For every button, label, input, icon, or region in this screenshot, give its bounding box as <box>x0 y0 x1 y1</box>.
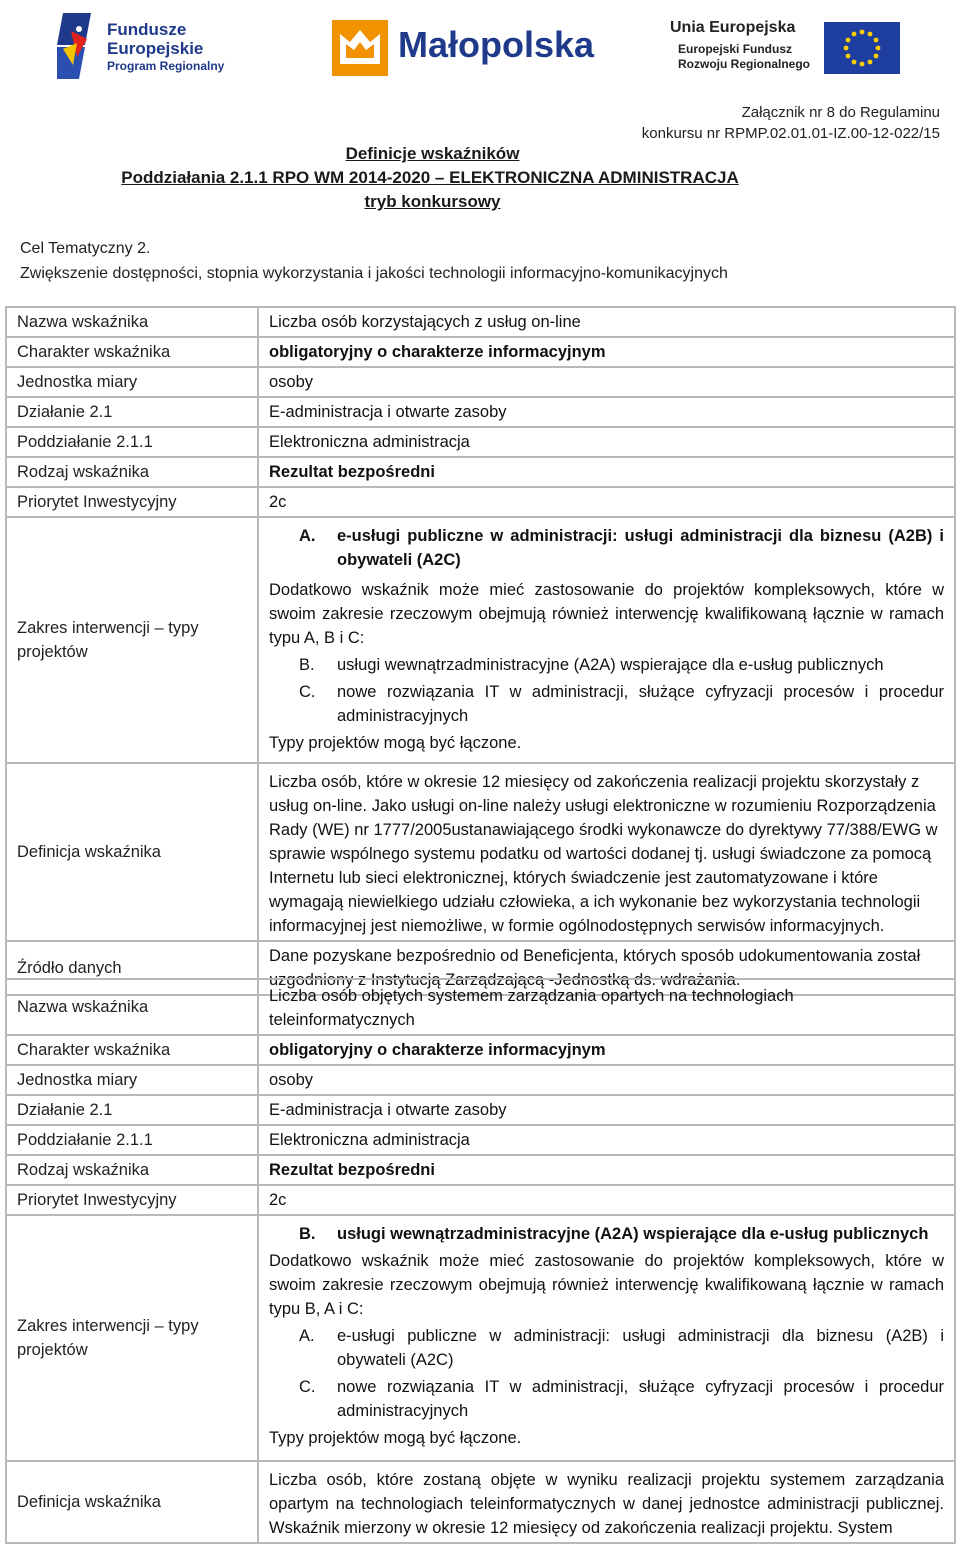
label-zakres: Zakres interwencji – typy projektów <box>6 1215 258 1461</box>
table-row <box>6 1215 955 1461</box>
table-row <box>6 487 955 517</box>
label-dzialanie: Działanie 2.1 <box>6 397 258 427</box>
list-marker: C. <box>299 1378 316 1396</box>
value-zrodlo: Dane pozyskane bezpośrednio od Beneficjenta, których sposób udokumentowania został uzgodniony z Instytucją Zarządzającą -Jednostką ds. wdrażania. <box>258 941 955 995</box>
table-row <box>6 979 955 1035</box>
table-row <box>6 307 955 337</box>
zakres-footer: Typy projektów mogą być łączone. <box>269 734 522 752</box>
document-title <box>0 142 960 214</box>
value-poddzialanie: Elektroniczna administracja <box>258 427 955 457</box>
title-line1: Definicje wskaźników <box>345 144 520 163</box>
list-item <box>269 1324 944 1372</box>
table-row <box>6 517 955 763</box>
annex-line2: konkursu nr RPMP.02.01.01-IZ.00-12-022/15 <box>641 125 940 142</box>
label-definicja: Definicja wskaźnika <box>6 1461 258 1543</box>
label-poddzialanie: Poddziałanie 2.1.1 <box>6 427 258 457</box>
label-definicja: Definicja wskaźnika <box>6 763 258 941</box>
logo-fe-line3: Program Regionalny <box>107 59 225 73</box>
label-jednostka: Jednostka miary <box>6 1065 258 1095</box>
value-priorytet: 2c <box>258 487 955 517</box>
annex-line1: Załącznik nr 8 do Regulaminu <box>741 104 940 121</box>
list-item <box>269 524 944 572</box>
value-charakter: obligatoryjny o charakterze informacyjnym <box>258 1035 955 1065</box>
label-priorytet: Priorytet Inwestycyjny <box>6 487 258 517</box>
value-definicja: Liczba osób, które w okresie 12 miesięcy od zakończenia realizacji projektu skorzystały z usług on-line. Jako usługi on-line należy usługi elektroniczne w rozumieniu Rozporządzenia Rady (WE) nr 1777/2005ustanawiającego środki wykonawcze do dyrektywy 77/388/EWG w sprawie wspólnego systemu podatku od wartości dodanej tj. usługi świadczone za pomocą Internetu lub sieci elektronicznej, których świadczenie jest zautomatyzowane i które wymagają niewielkiego udziału człowieka, a ich wykonanie bez wykorzystania technologii informacyjnej jest niemożliwe, w formie ogólnodostępnych serwisów informacyjnych. <box>258 763 955 941</box>
value-rodzaj: Rezultat bezpośredni <box>258 1155 955 1185</box>
logo-fe-line2: Europejskie <box>107 39 204 58</box>
list-marker: A. <box>299 527 316 545</box>
label-priorytet: Priorytet Inwestycyjny <box>6 1185 258 1215</box>
table-row <box>6 1095 955 1125</box>
list-text: usługi wewnątrzadministracyjne (A2A) wspierające dla e-usług publicznych <box>337 1225 929 1243</box>
table-row <box>6 1185 955 1215</box>
label-poddzialanie: Poddziałanie 2.1.1 <box>6 1125 258 1155</box>
list-item <box>269 653 944 677</box>
fundusze-europejskie-logo <box>57 9 257 83</box>
value-zakres <box>258 517 955 763</box>
table-row <box>6 337 955 367</box>
label-zrodlo: Źródło danych <box>6 941 258 995</box>
value-jednostka: osoby <box>258 1065 955 1095</box>
list-item <box>269 1375 944 1423</box>
label-rodzaj: Rodzaj wskaźnika <box>6 457 258 487</box>
table-row <box>6 1125 955 1155</box>
list-marker: A. <box>299 1327 315 1345</box>
logo-ue-line2: Europejski Fundusz <box>678 42 793 56</box>
list-text: usługi wewnątrzadministracyjne (A2A) wspierające dla e-usług publicznych <box>337 656 884 674</box>
table-row <box>6 1065 955 1095</box>
zakres-footer: Typy projektów mogą być łączone. <box>269 1429 522 1447</box>
value-definicja: Liczba osób, które zostaną objęte w wyniku realizacji projektu systemem zarządzania opartym na technologiach teleinformatycznych w danej jednostce administracji publicznej. Wskaźnik mierzony w okresie 12 miesięcy od zakończenia realizacji projektu. System <box>258 1461 955 1543</box>
goal-line2: Zwiększenie dostępności, stopnia wykorzystania i jakości technologii informacyjno-komunikacyjnych <box>20 265 728 282</box>
logo-ue-line1: Unia Europejska <box>670 19 796 36</box>
indicator-table-1 <box>5 306 956 996</box>
unia-europejska-logo <box>670 18 910 78</box>
label-nazwa: Nazwa wskaźnika <box>6 307 258 337</box>
logo-ue-line3: Rozwoju Regionalnego <box>678 57 810 71</box>
label-nazwa: Nazwa wskaźnika <box>6 979 258 1035</box>
logo-fe-line1: Fundusze <box>107 20 187 39</box>
table-row <box>6 397 955 427</box>
table-row <box>6 1155 955 1185</box>
logo-mp-text: Małopolska <box>398 24 595 65</box>
list-text: nowe rozwiązania IT w administracji, służące cyfryzacji procesów i procedur administracyjnych <box>337 683 944 725</box>
value-rodzaj: Rezultat bezpośredni <box>258 457 955 487</box>
label-dzialanie: Działanie 2.1 <box>6 1095 258 1125</box>
malopolska-logo <box>332 18 595 78</box>
list-item <box>269 1222 944 1246</box>
label-zakres: Zakres interwencji – typy projektów <box>6 517 258 763</box>
list-text: e-usługi publiczne w administracji: usługi administracji dla biznesu (A2B) i obywateli (A2C) <box>337 1327 944 1369</box>
value-jednostka: osoby <box>258 367 955 397</box>
table-row <box>6 1461 955 1543</box>
annex-note <box>642 102 940 144</box>
eu-flag-icon <box>824 22 900 74</box>
table-row <box>6 763 955 941</box>
label-rodzaj: Rodzaj wskaźnika <box>6 1155 258 1185</box>
value-zakres <box>258 1215 955 1461</box>
list-marker: B. <box>299 1225 316 1243</box>
value-priorytet: 2c <box>258 1185 955 1215</box>
list-text: e-usługi publiczne w administracji: usługi administracji dla biznesu (A2B) i obywateli (A2C) <box>337 527 944 569</box>
indicator-table-2 <box>5 978 956 1544</box>
list-marker: C. <box>299 683 316 701</box>
list-item <box>269 680 944 728</box>
value-nazwa: Liczba osób objętych systemem zarządzania opartych na technologiach teleinformatycznych <box>258 979 955 1035</box>
value-nazwa: Liczba osób korzystających z usług on-line <box>258 307 955 337</box>
table-row <box>6 367 955 397</box>
value-dzialanie: E-administracja i otwarte zasoby <box>258 397 955 427</box>
value-dzialanie: E-administracja i otwarte zasoby <box>258 1095 955 1125</box>
list-text: nowe rozwiązania IT w administracji, służące cyfryzacji procesów i procedur administracyjnych <box>337 1378 944 1420</box>
label-jednostka: Jednostka miary <box>6 367 258 397</box>
table-row <box>6 457 955 487</box>
value-poddzialanie: Elektroniczna administracja <box>258 1125 955 1155</box>
title-line2: Poddziałania 2.1.1 RPO WM 2014-2020 – ELEKTRONICZNA ADMINISTRACJA <box>121 168 739 187</box>
label-charakter: Charakter wskaźnika <box>6 337 258 367</box>
zakres-extra: Dodatkowo wskaźnik może mieć zastosowanie do projektów kompleksowych, które w swoim zakresie rzeczowym obejmują również interwencję kwalifikowaną łącznie w ramach typu A, B i C: <box>269 581 944 647</box>
title-line3: tryb konkursowy <box>364 192 501 211</box>
list-marker: B. <box>299 656 315 674</box>
goal-line1: Cel Tematyczny 2. <box>20 240 151 257</box>
header-logos <box>0 0 960 90</box>
table-row <box>6 427 955 457</box>
table-row <box>6 1035 955 1065</box>
label-charakter: Charakter wskaźnika <box>6 1035 258 1065</box>
value-charakter: obligatoryjny o charakterze informacyjnym <box>258 337 955 367</box>
thematic-goal <box>20 236 728 286</box>
zakres-extra: Dodatkowo wskaźnik może mieć zastosowanie do projektów kompleksowych, które w swoim zakresie rzeczowym obejmują również interwencję kwalifikowaną łącznie w ramach typu B, A i C: <box>269 1252 944 1318</box>
